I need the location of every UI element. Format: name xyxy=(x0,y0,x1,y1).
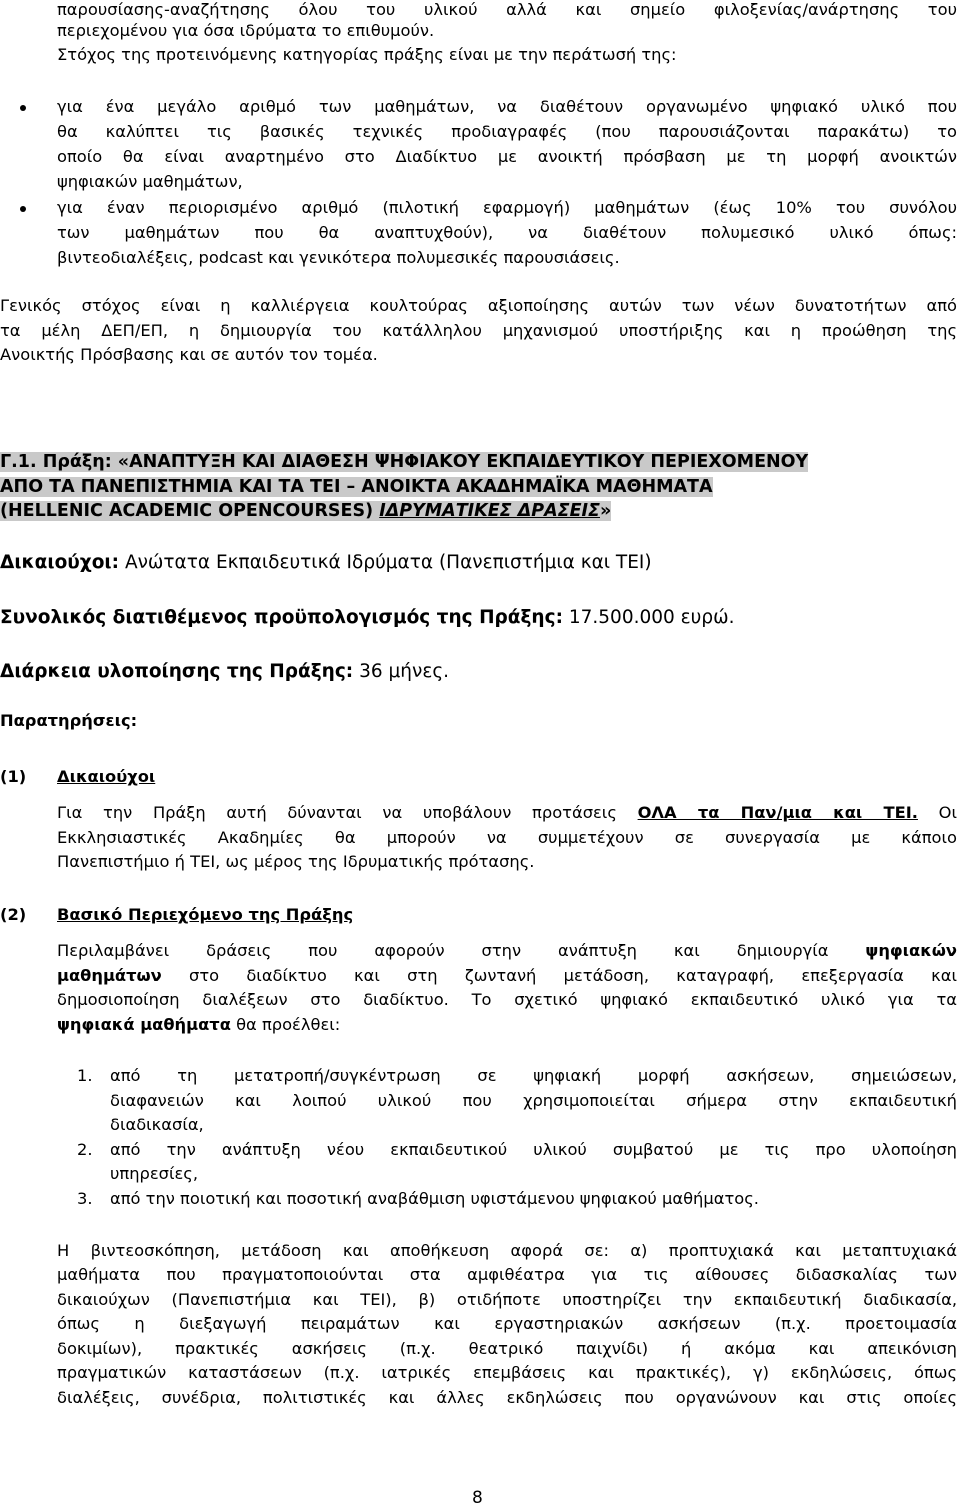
list-1-number: 1. xyxy=(77,1066,93,1085)
list-2-number: 2. xyxy=(77,1140,93,1159)
section-2-bold-4: ψηφιακά μαθήματα xyxy=(57,1015,231,1034)
video-line-3: δικαιούχων (Πανεπιστήμια και ΤΕΙ), β) οτιδήποτε υποστηρίζει την εκπαιδευτική διαδικασία, xyxy=(57,1290,957,1309)
bullet-2-dot xyxy=(20,206,26,212)
list-3-number: 3. xyxy=(77,1189,93,1208)
heading-line-2 xyxy=(0,477,713,497)
duration-value: 36 μήνες. xyxy=(359,661,450,682)
section-1-title: Δικαιούχοι xyxy=(57,767,156,786)
section-1-text-1c: Οι xyxy=(938,803,957,822)
section-1-number: (1) xyxy=(0,767,27,786)
bullet-1-dot xyxy=(20,105,26,111)
budget-label: Συνολικός διατιθέμενος προϋπολογισμός της Πράξης: xyxy=(0,607,563,628)
section-1-text-2a: Εκκλησιαστικές Ακαδημίες θα μπορούν να συμμετέχουν xyxy=(57,828,644,847)
video-line-7: διαλέξεις, συνέδρια, πολιτιστικές και άλλες εκδηλώσεις που οργανώνουν και στις οποίες xyxy=(57,1388,957,1407)
bullet-1-line-1: για ένα μεγάλο αριθμό των μαθημάτων, να διαθέτουν οργανωμένο ψηφιακό υλικό που xyxy=(57,97,957,116)
section-2-text-2b: στο διαδίκτυο και στη ζωντανή μετάδοση, καταγραφή, επεξεργασία και xyxy=(189,966,957,985)
remarks-label: Παρατηρήσεις: xyxy=(0,711,138,730)
section-2-line-2 xyxy=(57,966,957,985)
duration-row xyxy=(0,661,449,682)
section-2-title: Βασικό Περιεχόμενο της Πράξης xyxy=(57,905,354,924)
section-1-line-3: Πανεπιστήμιο ή ΤΕΙ, ως μέρος της Ιδρυματικής πρότασης. xyxy=(57,852,535,871)
section-1-emphasis: ΟΛΑ τα Παν/μια και ΤΕΙ. xyxy=(637,803,918,822)
heading-text-2: ΑΠΟ ΤΑ ΠΑΝΕΠΙΣΤΗΜΙΑ ΚΑΙ ΤΑ ΤΕΙ – ΑΝΟΙΚΤΑ ΑΚΑΔΗΜΑΪΚΑ ΜΑΘΗΜΑΤΑ xyxy=(0,477,713,497)
list-3-line-1: από την ποιοτική και ποσοτική αναβάθμιση υφιστάμενου ψηφιακού μαθήματος. xyxy=(110,1189,759,1208)
bullet-1-line-4: ψηφιακών μαθημάτων, xyxy=(57,172,243,191)
heading-line-1 xyxy=(0,452,808,472)
duration-label: Διάρκεια υλοποίησης της Πράξης: xyxy=(0,661,354,682)
list-2-line-2: υπηρεσίες, xyxy=(110,1164,199,1183)
video-line-6: πραγματικών καταστάσεων (π.χ. ιατρικές επεμβάσεις και πρακτικές), γ) εκδηλώσεις, όπως xyxy=(57,1363,957,1382)
section-1-text-2b: σε συνεργασία με κάποιο xyxy=(674,828,957,847)
bullet-2-line-3: βιντεοδιαλέξεις, podcast και γενικότερα πολυμεσικές παρουσιάσεις. xyxy=(57,248,620,267)
section-2-bold-1: ψηφιακών xyxy=(865,941,957,960)
section-1-line-1 xyxy=(57,803,957,822)
budget-value: 17.500.000 ευρώ. xyxy=(568,607,735,628)
video-line-2: μαθήματα που πραγματοποιούνται στα αμφιθέατρα για τις αίθουσες διδασκαλίας των xyxy=(57,1265,957,1284)
list-1-line-2: διαφανειών και λοιπού υλικού που χρησιμοποιείται σήμερα στην εκπαιδευτική xyxy=(110,1091,957,1110)
bullet-1-line-3: οποίο θα είναι αναρτημένο στο Διαδίκτυο με ανοικτή πρόσβαση με τη μορφή ανοικτών xyxy=(57,147,957,166)
section-2-bold-2: μαθημάτων xyxy=(57,966,162,985)
video-line-5: δοκιμίων), πρακτικές ασκήσεις (π.χ. θεατρικό παιχνίδι) ή ακόμα και απεικόνιση xyxy=(57,1339,957,1358)
beneficiaries-row xyxy=(0,552,652,573)
general-line-3: Ανοικτής Πρόσβασης και σε αυτόν τον τομέα. xyxy=(0,345,378,364)
section-1-text-1a: Για την Πράξη αυτή δύνανται να υποβάλουν προτάσεις xyxy=(57,803,617,822)
list-1-line-1: από τη μετατροπή/συγκέντρωση σε ψηφιακή μορφή ασκήσεων, σημειώσεων, xyxy=(110,1066,957,1085)
heading-text-3: (HELLENIC ACADEMIC OPENCOURSES) xyxy=(0,501,374,521)
list-1-line-3: διαδικασία, xyxy=(110,1115,204,1134)
video-line-4: όπως η διεξαγωγή πειραμάτων και εργαστηριακών ασκήσεων (π.χ. προετοιμασία xyxy=(57,1314,957,1333)
page-number: 8 xyxy=(472,1488,483,1508)
section-2-text-4b: θα προέλθει: xyxy=(236,1015,341,1034)
heading-italic: ΙΔΡΥΜΑΤΙΚΕΣ ΔΡΑΣΕΙΣ xyxy=(379,501,600,521)
heading-line-3 xyxy=(0,501,611,521)
section-2-text-1a: Περιλαμβάνει δράσεις που αφορούν στην ανάπτυξη και δημιουργία xyxy=(57,941,829,960)
beneficiaries-label: Δικαιούχοι: xyxy=(0,552,120,573)
section-1-line-2 xyxy=(57,828,957,847)
beneficiaries-value: Ανώτατα Εκπαιδευτικά Ιδρύματα (Πανεπιστήμια και ΤΕΙ) xyxy=(124,552,652,573)
bullet-2-line-1: για έναν περιορισμένο αριθμό (πιλοτική εφαρμογή) μαθημάτων (έως 10% του συνόλου xyxy=(57,198,957,217)
section-2-line-3: δημοσιοποίηση διαλέξεων στο διαδίκτυο. Το σχετικό ψηφιακό εκπαιδευτικό υλικό για τα xyxy=(57,990,957,1009)
general-line-2: τα μέλη ΔΕΠ/ΕΠ, η δημιουργία του κατάλληλου μηχανισμού υποστήριξης και η προώθηση της xyxy=(0,321,957,340)
video-line-1: Η βιντεοσκόπηση, μετάδοση και αποθήκευση αφορά σε: α) προπτυχιακά και μεταπτυχιακά xyxy=(57,1241,957,1260)
bullet-2-line-2: των μαθημάτων που θα αναπτυχθούν), να διαθέτουν πολυμεσικό υλικό όπως: xyxy=(57,223,957,242)
intro-line-2: περιεχομένου για όσα ιδρύματα το επιθυμούν. xyxy=(57,21,435,40)
section-2-number: (2) xyxy=(0,905,27,924)
intro-line-3: Στόχος της προτεινόμενης κατηγορίας πράξης είναι με την περάτωσή της: xyxy=(57,45,677,64)
heading-text-1: Γ.1. Πράξη: «ΑΝΑΠΤΥΞΗ ΚΑΙ ΔΙΑΘΕΣΗ ΨΗΦΙΑΚΟΥ ΕΚΠΑΙΔΕΥΤΙΚΟΥ ΠΕΡΙΕΧΟΜΕΝΟΥ xyxy=(0,452,809,472)
section-2-line-4 xyxy=(57,1015,957,1034)
section-2-line-1 xyxy=(57,941,957,960)
list-2-line-1: από την ανάπτυξη νέου εκπαιδευτικού υλικού συμβατού με τις προ υλοποίηση xyxy=(110,1140,957,1159)
intro-line-1: παρουσίασης-αναζήτησης όλου του υλικού αλλά και σημείο φιλοξενίας/ανάρτησης του xyxy=(57,0,957,19)
budget-row xyxy=(0,607,734,628)
heading-close-quote: » xyxy=(600,501,612,521)
remarks-row xyxy=(0,711,137,730)
general-line-1: Γενικός στόχος είναι η καλλιέργεια κουλτούρας αξιοποίησης αυτών των νέων δυνατοτήτων από xyxy=(0,296,957,315)
bullet-1-line-2: θα καλύπτει τις βασικές τεχνικές προδιαγραφές (που παρουσιάζονται παρακάτω) το xyxy=(57,122,957,141)
